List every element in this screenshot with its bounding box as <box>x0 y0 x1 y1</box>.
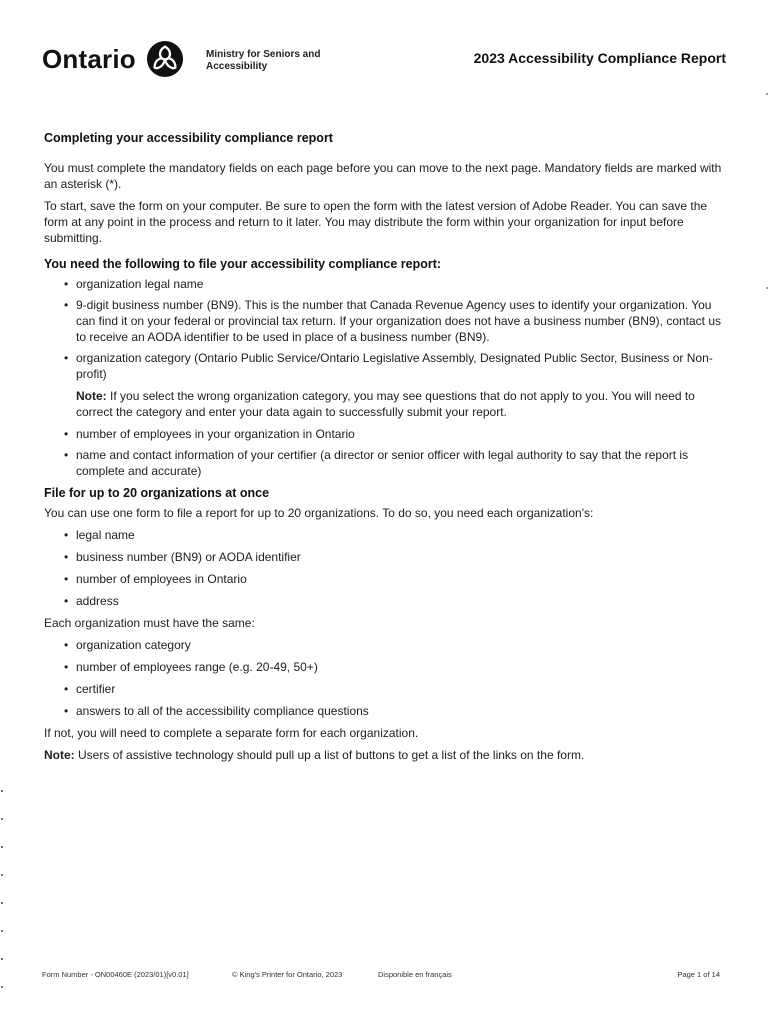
page-number: Page 1 of 14 <box>677 970 720 979</box>
requirements-list <box>44 276 734 382</box>
margin-dot <box>1 846 3 848</box>
list-item: • organization legal name <box>64 277 204 291</box>
note-text: Users of assistive technology should pull up a list of buttons to get a list of the links on the form. <box>78 748 585 762</box>
list-item: • address <box>64 594 119 608</box>
margin-dot <box>1 874 3 876</box>
bullet-icon: • <box>64 277 69 291</box>
list-item: • number of employees in Ontario <box>64 572 247 586</box>
bullet-icon: • <box>64 298 69 312</box>
list-item: • answers to all of the accessibility compliance questions <box>64 704 369 718</box>
bullet-icon: • <box>64 682 69 696</box>
form-number: Form Number - ON00460E (2023/01)[v0.01] <box>42 970 189 979</box>
list-item: • organization category <box>64 638 191 652</box>
list-item: • business number (BN9) or AODA identifier <box>64 550 301 564</box>
bullet-icon: • <box>64 638 69 652</box>
ontario-logo-text: Ontario <box>42 44 136 74</box>
list-item: • number of employees in your organization in Ontario <box>64 427 355 441</box>
list-item: • certifier <box>64 682 116 696</box>
bullet-icon: • <box>64 351 69 365</box>
ministry-line-1: Ministry for Seniors and <box>206 49 321 60</box>
list-item: • number of employees range (e.g. 20-49, 50+) <box>64 660 318 674</box>
ministry-name <box>206 49 356 73</box>
multi-org-list <box>44 527 734 609</box>
list-item: • legal name <box>64 528 135 542</box>
intro-paragraph-1: You must complete the mandatory fields on each page before you can move to the next page. Mandatory fields are marked with an asterisk (*). <box>44 161 722 191</box>
bullet-icon: • <box>64 660 69 674</box>
same-intro: Each organization must have the same: <box>44 616 255 630</box>
margin-dot <box>766 93 768 95</box>
list-item: • 9-digit business number (BN9). This is the number that Canada Revenue Agency uses to identify your organization. You can find it on your federal or provincial tax return. If your organization does not have a business number (BN9), contact us to receive an AODA identifier to be used in place of a business number (BN9). <box>64 298 722 344</box>
report-title: 2023 Accessibility Compliance Report <box>473 50 726 66</box>
page-header <box>42 38 732 82</box>
requirements-list-continued <box>44 426 734 479</box>
french-availability: Disponible en français <box>378 970 452 979</box>
note-text: If you select the wrong organization category, you may see questions that do not apply to you. You will need to correct the category and enter your data again to successfully submit your report. <box>76 389 695 419</box>
bullet-icon: • <box>64 704 69 718</box>
note-label: Note: <box>44 748 75 762</box>
bullet-icon: • <box>64 594 69 608</box>
margin-dot <box>1 790 3 792</box>
trillium-icon <box>146 40 184 78</box>
margin-dot <box>1 930 3 932</box>
margin-dot <box>1 958 3 960</box>
ministry-line-2: Accessibility <box>206 61 268 72</box>
bullet-icon: • <box>64 572 69 586</box>
bullet-icon: • <box>64 528 69 542</box>
margin-dot <box>1 818 3 820</box>
margin-dot <box>766 287 768 289</box>
multi-org-intro: You can use one form to file a report for up to 20 organizations. To do so, you need each organization's: <box>44 506 594 520</box>
note-label: Note: <box>76 389 107 403</box>
same-list <box>44 637 734 719</box>
bullet-icon: • <box>64 550 69 564</box>
bullet-icon: • <box>64 427 69 441</box>
margin-dot <box>1 902 3 904</box>
multi-org-heading: File for up to 20 organizations at once <box>44 486 270 500</box>
list-item: • organization category (Ontario Public Service/Ontario Legislative Assembly, Designated Public Sector, Business or Non-profit) <box>64 351 713 381</box>
list-item: • name and contact information of your certifier (a director or senior officer with legal authority to say that the report is complete and accurate) <box>64 448 689 478</box>
assistive-note <box>44 747 734 763</box>
intro-heading: Completing your accessibility compliance report <box>44 131 333 145</box>
instructions-content <box>44 130 734 769</box>
requirements-heading: You need the following to file your accessibility compliance report: <box>44 257 442 271</box>
if-not-text: If not, you will need to complete a separate form for each organization. <box>44 726 419 740</box>
copyright-text: © King's Printer for Ontario, 2023 <box>232 970 343 979</box>
bullet-icon: • <box>64 448 69 462</box>
margin-dot <box>1 986 3 988</box>
margin-marks <box>0 790 4 1020</box>
category-note <box>44 388 734 420</box>
intro-paragraph-2: To start, save the form on your computer. Be sure to open the form with the latest version of Adobe Reader. You can save the form at any point in the process and return to it later. You may distribute the form within your organization for input before submitting. <box>44 199 708 245</box>
